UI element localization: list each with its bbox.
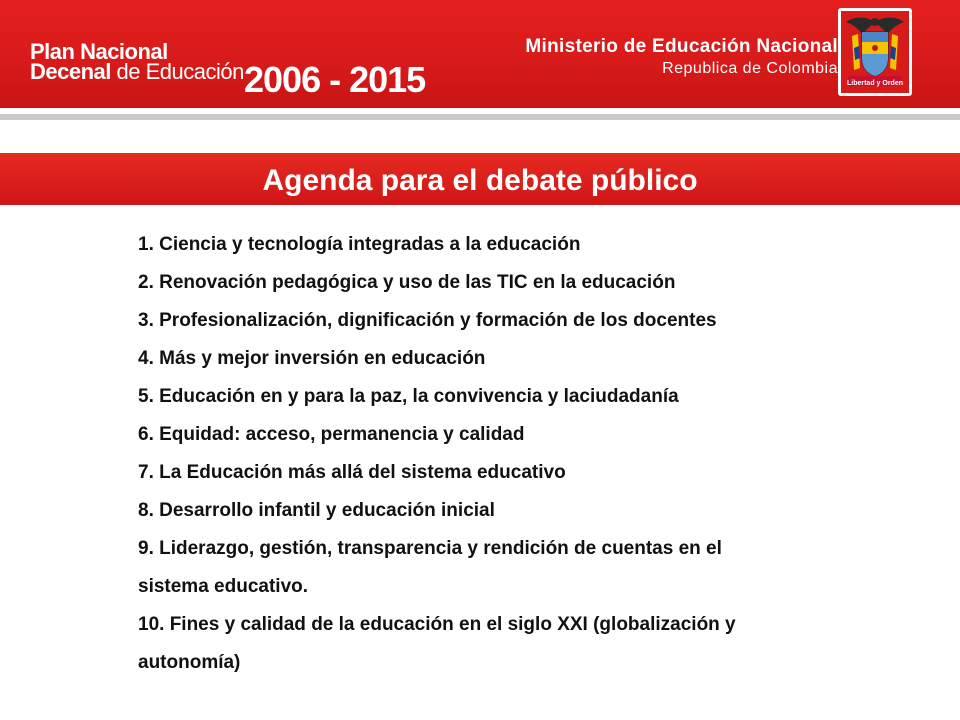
brand-line1: Plan Nacional xyxy=(30,39,168,64)
plan-nacional-logo xyxy=(30,39,244,84)
slide-title: Agenda para el debate público xyxy=(262,164,698,197)
agenda-item: 9. Liderazgo, gestión, transparencia y rendición de cuentas en el xyxy=(138,538,722,559)
brand-line2-bold: Decenal xyxy=(30,59,111,84)
header-banner xyxy=(0,0,960,108)
ministry-name: Ministerio de Educación Nacional xyxy=(525,36,838,57)
agenda-item: 10. Fines y calidad de la educación en el siglo XXI (globalización y xyxy=(138,614,736,635)
gray-stripe xyxy=(0,114,960,120)
agenda-item: 6. Equidad: acceso, permanencia y calidad xyxy=(138,424,525,445)
agenda-item: 7. La Educación más allá del sistema educativo xyxy=(138,462,566,483)
brand-line2 xyxy=(30,59,244,84)
title-band xyxy=(0,153,960,205)
crest-motto: Libertad y Orden xyxy=(846,80,903,87)
brand-years: 2006 - 2015 xyxy=(244,59,426,100)
agenda-item: 3. Profesionalización, dignificación y formación de los docentes xyxy=(138,310,717,331)
agenda-item: 4. Más y mejor inversión en educación xyxy=(138,348,486,369)
ministry-block xyxy=(525,36,838,80)
agenda-item-continuation: sistema educativo. xyxy=(138,576,309,597)
agenda-item: 1. Ciencia y tecnología integradas a la educación xyxy=(138,234,581,255)
brand-line2-rest: de Educación xyxy=(116,59,244,84)
agenda-item: 8. Desarrollo infantil y educación inicial xyxy=(138,500,495,521)
agenda-item: 5. Educación en y para la paz, la convivencia y laciudadanía xyxy=(138,386,679,407)
agenda-item: 2. Renovación pedagógica y uso de las TIC en la educación xyxy=(138,272,676,293)
agenda-item-continuation: autonomía) xyxy=(138,652,241,673)
coat-of-arms-icon xyxy=(838,8,912,96)
ministry-country: Republica de Colombia xyxy=(662,60,838,77)
agenda-list xyxy=(138,226,858,682)
